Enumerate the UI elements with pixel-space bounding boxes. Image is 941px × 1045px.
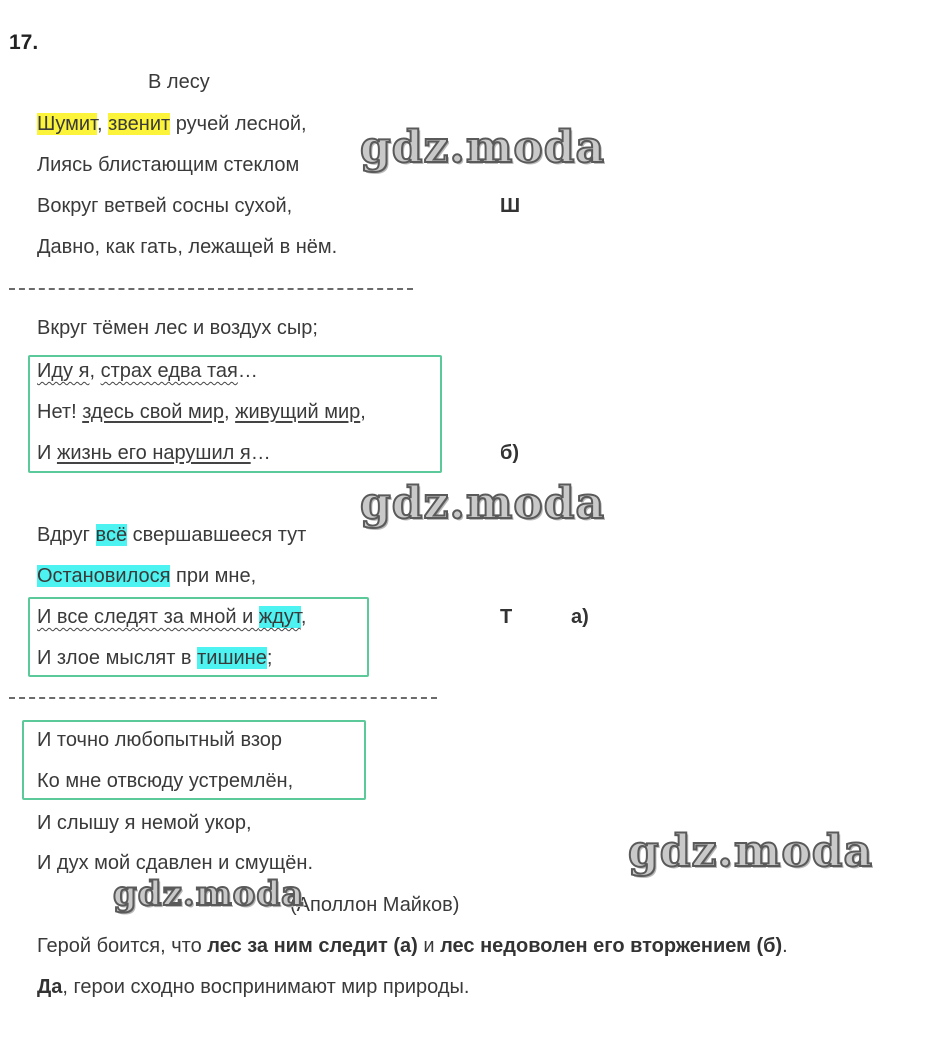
text: … xyxy=(237,360,258,382)
answer-line-2 xyxy=(37,974,469,1000)
text: , xyxy=(300,606,307,628)
highlight-word: ждут xyxy=(258,606,301,628)
stanza1-line2: Лиясь блистающим стеклом xyxy=(37,154,300,176)
bold-text: лес недоволен его вторжением (б) xyxy=(440,935,783,957)
dashed-divider xyxy=(9,697,437,699)
stanza4-line2: Ко мне отвсюду устремлён, xyxy=(37,770,294,792)
poem-title: В лесу xyxy=(148,71,210,93)
stanza3-line3 xyxy=(37,604,306,630)
text: при мне, xyxy=(170,565,257,587)
stanza2-line2 xyxy=(37,358,258,384)
watermark-logo: gdz.moda xyxy=(628,826,874,877)
poem-author: (Аполлон Майков) xyxy=(290,894,460,916)
stanza1-line4: Давно, как гать, лежащей в нём. xyxy=(37,236,338,258)
wavy-underline-text: И все следят за мной и xyxy=(37,606,259,628)
text: , xyxy=(96,113,109,135)
highlight-word: тишине xyxy=(197,647,267,669)
text: , герои сходно воспринимают мир природы. xyxy=(62,976,470,998)
text: И злое мыслят в xyxy=(37,647,198,669)
text: и xyxy=(417,935,441,957)
highlight-word: Шумит xyxy=(37,113,97,135)
mark-b: б) xyxy=(500,442,520,464)
text: свершавшееся тут xyxy=(127,524,307,546)
wavy-underline-text: Иду я xyxy=(37,360,90,382)
text: , xyxy=(360,401,366,423)
text: ручей лесной, xyxy=(170,113,307,135)
bold-text: Да xyxy=(37,976,63,998)
stanza4-line1: И точно любопытный взор xyxy=(37,729,283,751)
rhyme-mark-t: Т xyxy=(500,606,513,628)
highlight-word: всё xyxy=(95,524,128,546)
stanza2-line4 xyxy=(37,440,271,466)
dashed-divider xyxy=(9,288,413,290)
stanza1-line1 xyxy=(37,111,307,137)
text: , xyxy=(89,360,101,382)
stanza3-line2 xyxy=(37,563,256,589)
stanza2-line1: Вкруг тёмен лес и воздух сыр; xyxy=(37,317,318,339)
stanza2-line3 xyxy=(37,399,366,425)
answer-line-1 xyxy=(37,933,788,959)
highlight-word: Остановилося xyxy=(37,565,171,587)
text: Герой боится, что xyxy=(37,935,208,957)
text: . xyxy=(782,935,788,957)
mark-a: а) xyxy=(571,606,589,628)
text: Нет! xyxy=(37,401,83,423)
exercise-number: 17. xyxy=(9,31,39,54)
watermark-logo: gdz.moda xyxy=(113,874,305,914)
underlined-text: жизнь его нарушил я xyxy=(56,442,251,464)
stanza1-line3: Вокруг ветвей сосны сухой, xyxy=(37,195,293,217)
watermark-logo: gdz.moda xyxy=(360,122,606,173)
watermark-logo: gdz.moda xyxy=(360,478,606,529)
text: И xyxy=(37,442,57,464)
wavy-underline-text: страх едва тая xyxy=(100,360,238,382)
stanza4-line4: И дух мой сдавлен и смущён. xyxy=(37,852,313,874)
rhyme-mark-sh: Ш xyxy=(500,195,521,217)
text: Вдруг xyxy=(37,524,96,546)
stanza3-line4 xyxy=(37,645,272,671)
bold-text: лес за ним следит (а) xyxy=(207,935,418,957)
highlight-word: звенит xyxy=(108,113,171,135)
text: ; xyxy=(266,647,273,669)
stanza4-line3: И слышу я немой укор, xyxy=(37,812,252,834)
underlined-text: здесь свой мир xyxy=(82,401,224,423)
text: , xyxy=(223,401,236,423)
text: … xyxy=(250,442,271,464)
underlined-text: живущий мир xyxy=(235,401,361,423)
stanza3-line1 xyxy=(37,522,306,548)
